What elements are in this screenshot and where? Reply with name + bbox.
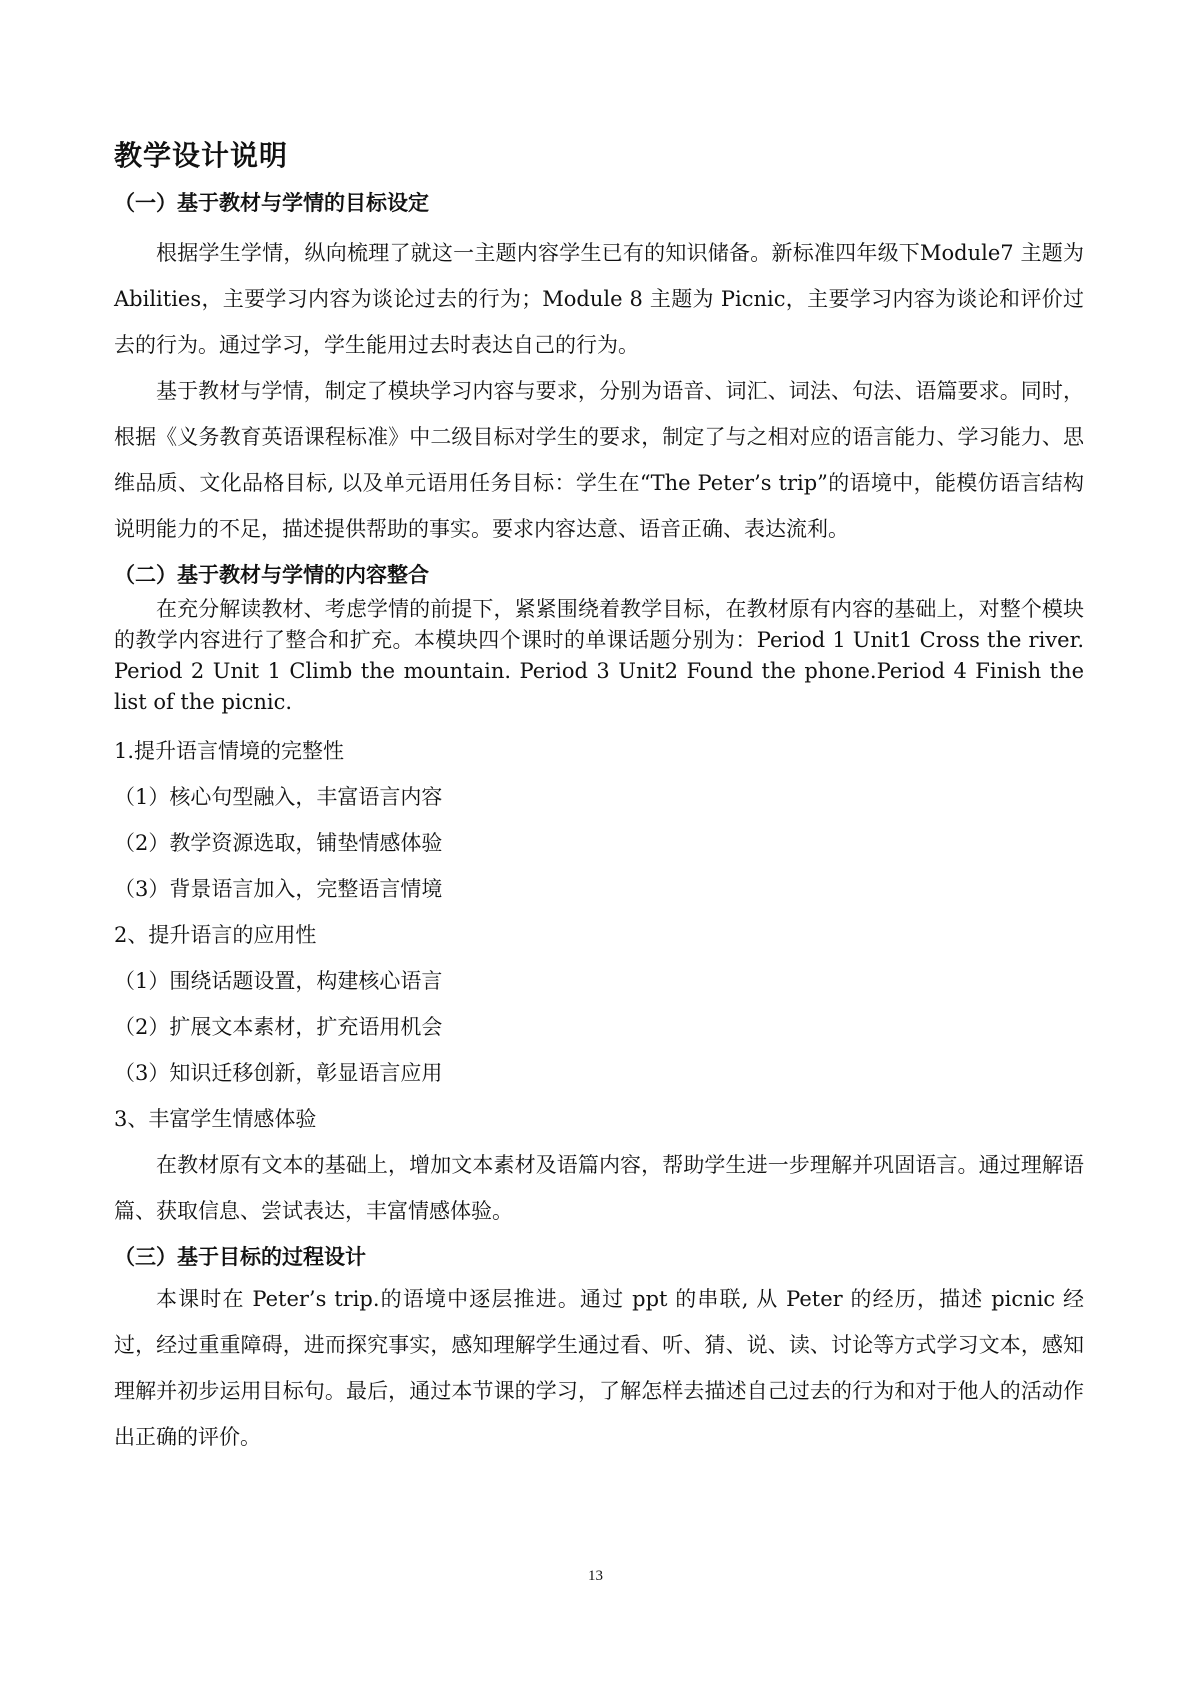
section-3-paragraph-1: 本课时在 Peter’s trip.的语境中逐层推进。通过 ppt 的串联, 从 Peter 的经历，描述 picnic 经过，经过重重障碍，进而探究事实，感知理解学生通过看、听、猜、说、读、讨论等方式学习文本，感知理解并初步运用目标句。最后，通过本节课的学习，了解怎样去描述自己过去的行为和对于他人的活动作出正确的评价。 [114,1287,1084,1449]
document-title: 教学设计说明 [114,139,289,172]
section-1-paragraph-1: 根据学生学情，纵向梳理了就这一主题内容学生已有的知识储备。新标准四年级下Module7 主题为 Abilities，主要学习内容为谈论过去的行为；Module 8 主题为 Picnic，主要学习内容为谈论和评价过去的行为。通过学习，学生能用过去时表达自己的行为。 [114,241,1084,357]
section-2-paragraph-2: 在教材原有文本的基础上，增加文本素材及语篇内容，帮助学生进一步理解并巩固语言。通过理解语篇、获取信息、尝试表达，丰富情感体验。 [114,1153,1084,1223]
list-item: 2、提升语言的应用性 [114,923,317,947]
list-item: 1.提升语言情境的完整性 [114,739,345,763]
page-number: 13 [588,1568,603,1584]
section-2-paragraph-1: 在充分解读教材、考虑学情的前提下，紧紧围绕着教学目标，在教材原有内容的基础上，对整个模块的教学内容进行了整合和扩充。本模块四个课时的单课话题分别为：Period 1 Unit1 Cross the river. Period 2 Unit 1 Climb the mountain. Period 3 Unit2 Found the phone.Period 4 Finish the list of the picnic. [114,597,1084,714]
list-item: （2）教学资源选取，铺垫情感体验 [114,831,443,855]
list-item: （2）扩展文本素材，扩充语用机会 [114,1015,443,1039]
section-2-list [114,728,1084,1142]
list-item: （1）围绕话题设置，构建核心语言 [114,969,443,993]
section-1-heading: （一）基于教材与学情的目标设定 [114,191,429,215]
section-1-paragraph-2: 基于教材与学情，制定了模块学习内容与要求，分别为语音、词汇、词法、句法、语篇要求。同时，根据《义务教育英语课程标准》中二级目标对学生的要求，制定了与之相对应的语言能力、学习能力、思维品质、文化品格目标, 以及单元语用任务目标：学生在“The Peter’s trip”的语境中，能模仿语言结构说明能力的不足，描述提供帮助的事实。要求内容达意、语音正确、表达流利。 [114,379,1084,541]
list-item: （3）知识迁移创新，彰显语言应用 [114,1061,443,1085]
list-item: （3）背景语言加入，完整语言情境 [114,877,443,901]
section-3-heading: （三）基于目标的过程设计 [114,1245,366,1269]
page-content [114,138,1084,1460]
section-2-heading: （二）基于教材与学情的内容整合 [114,563,429,587]
list-item: （1）核心句型融入，丰富语言内容 [114,785,443,809]
list-item: 3、丰富学生情感体验 [114,1107,317,1131]
